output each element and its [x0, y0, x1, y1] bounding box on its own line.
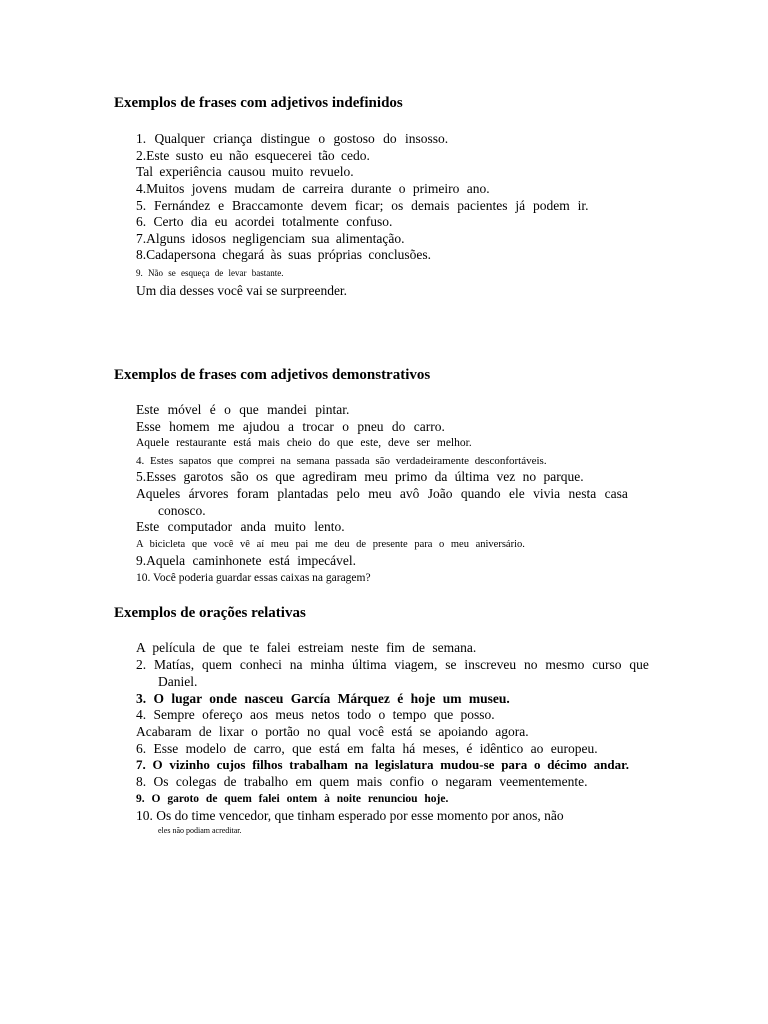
sentence-line: 4.Muitos jovens mudam de carreira durante o primeiro ano.	[136, 181, 490, 196]
sentence-line: Esse homem me ajudou a trocar o pneu do carro.	[136, 419, 445, 434]
sentence-line: 9.Aquela caminhonete está impecável.	[136, 553, 357, 568]
sentence-line: Este computador anda muito lento.	[136, 519, 345, 534]
section-title-demonstrativos: Exemplos de frases com adjetivos demonstrativos	[114, 367, 431, 383]
sentence-line: 7.Alguns idosos negligenciam sua alimentação.	[136, 231, 405, 246]
sentence-line: Daniel.	[158, 674, 198, 689]
sentence-line: 4. Sempre ofereço aos meus netos todo o tempo que posso.	[136, 707, 495, 722]
sentence-line: 8. Os colegas de trabalho em quem mais confio o negaram veementemente.	[136, 774, 588, 789]
sentence-line: 10. Os do time vencedor, que tinham esperado por esse momento por anos, não	[136, 808, 564, 823]
sentence-line: 4. Estes sapatos que comprei na semana passada são verdadeiramente desconfortáveis.	[136, 455, 547, 467]
sentence-line: 10. Você poderia guardar essas caixas na garagem?	[136, 572, 371, 584]
sentence-line: Tal experiência causou muito revuelo.	[136, 164, 354, 179]
sentence-line: Aqueles árvores foram plantadas pelo meu avô João quando ele vivia nesta casa	[136, 486, 628, 501]
sentence-line: 5.Esses garotos são os que agrediram meu primo da última vez no parque.	[136, 469, 584, 484]
sentence-line-bold: 9. O garoto de quem falei ontem à noite renunciou hoje.	[136, 793, 449, 805]
sentence-line: A bicicleta que você vê aí meu pai me deu de presente para o meu aniversário.	[136, 539, 525, 550]
section-title-indefinidos: Exemplos de frases com adjetivos indefinidos	[114, 95, 403, 111]
sentence-line: 8.Cadapersona chegará às suas próprias conclusões.	[136, 247, 432, 262]
sentence-line: 6. Certo dia eu acordei totalmente confuso.	[136, 214, 393, 229]
sentence-line: 9. Não se esqueça de levar bastante.	[136, 268, 284, 278]
sentence-line: 5. Fernández e Braccamonte devem ficar; os demais pacientes já podem ir.	[136, 198, 589, 213]
sentence-line-bold: 7. O vizinho cujos filhos trabalham na legislatura mudou-se para o décimo andar.	[136, 757, 629, 772]
sentence-line: Aquele restaurante está mais cheio do que este, deve ser melhor.	[136, 437, 472, 449]
sentence-line: 1. Qualquer criança distingue o gostoso do insosso.	[136, 131, 449, 146]
sentence-line-bold: 3. O lugar onde nasceu García Márquez é hoje um museu.	[136, 691, 510, 706]
sentence-line: 2.Este susto eu não esquecerei tão cedo.	[136, 148, 370, 163]
sentence-line: A película de que te falei estreiam neste fim de semana.	[136, 640, 477, 655]
sentence-line: 6. Esse modelo de carro, que está em falta há meses, é idêntico ao europeu.	[136, 741, 598, 756]
section-title-relativas: Exemplos de orações relativas	[114, 605, 306, 621]
sentence-line: conosco.	[158, 503, 206, 518]
sentence-line: Um dia desses você vai se surpreender.	[136, 283, 348, 298]
sentence-line: 2. Matías, quem conheci na minha última viagem, se inscreveu no mesmo curso que	[136, 657, 649, 672]
sentence-line: Este móvel é o que mandei pintar.	[136, 402, 350, 417]
sentence-line-small: eles não podiam acreditar.	[158, 826, 242, 835]
sentence-line: Acabaram de lixar o portão no qual você está se apoiando agora.	[136, 724, 529, 739]
